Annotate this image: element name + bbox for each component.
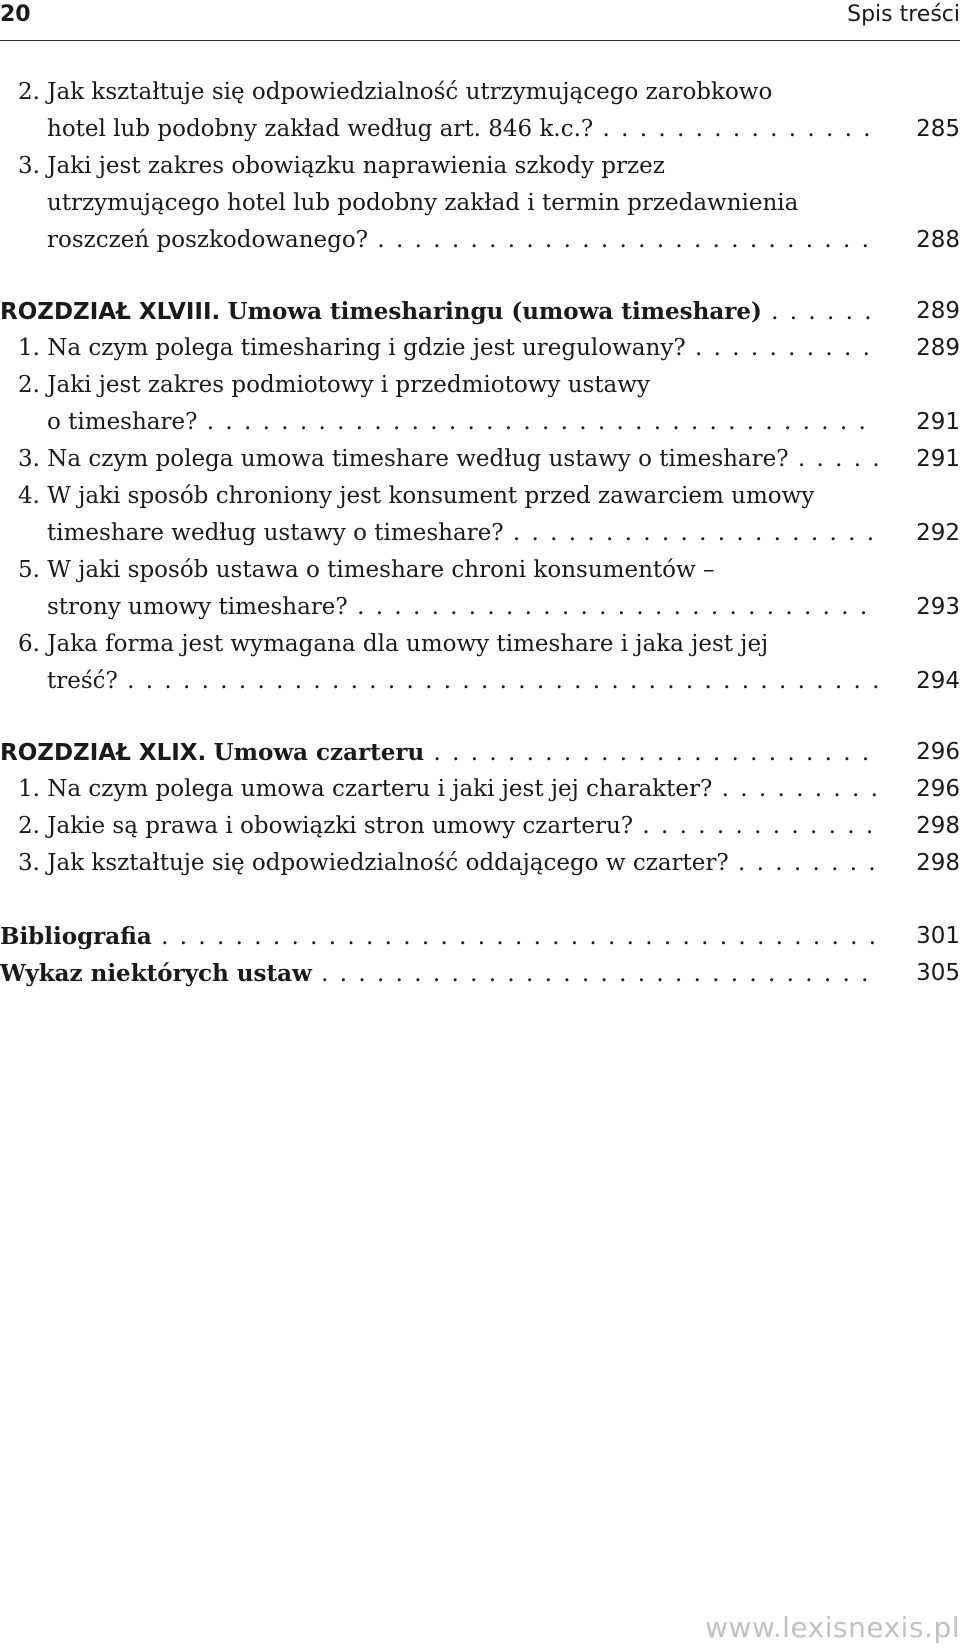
entry-line — [0, 808, 960, 845]
entry-line-text: 3. Jak kształtuje się odpowiedzialność oddającego w czarter? . . . — [18, 845, 878, 882]
chapter-text — [0, 734, 878, 771]
page-ref: 296 — [900, 734, 960, 771]
toc-entry[interactable] — [0, 148, 960, 259]
entry-line: 5. W jaki sposób ustawa o timeshare chroni konsumentów – — [18, 557, 715, 583]
chapter-line — [0, 293, 960, 330]
entry-line: 2. Jak kształtuje się odpowiedzialność utrzymującego zarobkowo — [18, 79, 773, 105]
entry-line — [0, 771, 960, 808]
toc-entry[interactable] — [0, 478, 960, 552]
page-number: 20 — [0, 2, 31, 27]
page-ref: 289 — [900, 330, 960, 367]
page-ref: 289 — [900, 293, 960, 330]
backmatter-title: Bibliografia . . . — [0, 918, 878, 955]
entry-line-text: 1. Na czym polega timesharing i gdzie jest uregulowany? . . . — [18, 330, 878, 367]
page-ref: 291 — [900, 404, 960, 441]
toc-entry[interactable] — [0, 808, 960, 845]
chapter-title: Umowa czarteru — [213, 739, 425, 766]
entry-line-text: hotel lub podobny zakład według art. 846 k.c.? . . . — [47, 111, 878, 148]
entry-line-text: 1. Na czym polega umowa czarteru i jaki jest jej charakter? . . . — [18, 771, 878, 808]
chapter-heading[interactable] — [0, 293, 960, 330]
toc-entry[interactable] — [0, 552, 960, 626]
section-gap — [0, 700, 960, 734]
toc-entry[interactable] — [0, 330, 960, 367]
entry-line-text: roszczeń poszkodowanego? . . . — [47, 222, 878, 259]
table-of-contents — [0, 74, 960, 992]
page-ref: 305 — [900, 955, 960, 992]
chapter-number: ROZDZIAŁ XLVIII. — [0, 299, 221, 325]
entry-line: 3. Jaki jest zakres obowiązku naprawienia szkody przez — [18, 153, 665, 179]
backmatter-entry[interactable] — [0, 955, 960, 992]
entry-line — [0, 111, 960, 148]
chapter-title: Umowa timesharingu (umowa timeshare) — [227, 298, 762, 325]
entry-line — [0, 222, 960, 259]
backmatter-line — [0, 955, 960, 992]
entry-line: 6. Jaka forma jest wymagana dla umowy timeshare i jaka jest jej — [18, 631, 769, 657]
entry-line — [0, 663, 960, 700]
toc-entry[interactable] — [0, 74, 960, 148]
entry-line: utrzymującego hotel lub podobny zakład i termin przedawnienia — [47, 190, 799, 216]
section-gap — [0, 259, 960, 293]
toc-entry[interactable] — [0, 845, 960, 882]
entry-line-text: 3. Na czym polega umowa timeshare według ustawy o timeshare? . . . — [18, 441, 878, 478]
backmatter-title: Wykaz niektórych ustaw . . . — [0, 955, 878, 992]
page-ref: 298 — [900, 845, 960, 882]
entry-line — [0, 589, 960, 626]
entry-line-text: strony umowy timeshare? . . . — [47, 589, 878, 626]
entry-line-text: o timeshare? . . . — [47, 404, 878, 441]
page-ref: 291 — [900, 441, 960, 478]
entry-line — [0, 441, 960, 478]
chapter-number: ROZDZIAŁ XLIX. — [0, 740, 207, 766]
page-ref: 298 — [900, 808, 960, 845]
chapter-heading[interactable] — [0, 734, 960, 771]
entry-line — [0, 404, 960, 441]
toc-entry[interactable] — [0, 441, 960, 478]
entry-line — [0, 330, 960, 367]
page-ref: 294 — [900, 663, 960, 700]
entry-line-text: timeshare według ustawy o timeshare? . . . — [47, 515, 878, 552]
entry-line — [0, 845, 960, 882]
page-ref: 285 — [900, 111, 960, 148]
entry-line-text: treść? . . . — [47, 663, 878, 700]
section-gap — [0, 882, 960, 918]
toc-entry[interactable] — [0, 367, 960, 441]
backmatter-line — [0, 918, 960, 955]
entry-line: 4. W jaki sposób chroniony jest konsument przed zawarciem umowy — [18, 483, 815, 509]
chapter-line — [0, 734, 960, 771]
entry-line-text: 2. Jakie są prawa i obowiązki stron umowy czarteru? . . . — [18, 808, 878, 845]
backmatter-entry[interactable] — [0, 918, 960, 955]
page-header — [0, 0, 960, 41]
page-ref: 288 — [900, 222, 960, 259]
toc-entry[interactable] — [0, 626, 960, 700]
entry-line: 2. Jaki jest zakres podmiotowy i przedmiotowy ustawy — [18, 372, 650, 398]
chapter-text — [0, 293, 878, 330]
running-title: Spis treści — [847, 2, 960, 27]
page-ref: 293 — [900, 589, 960, 626]
publisher-watermark: www.lexisnexis.pl — [705, 1611, 960, 1644]
page-ref: 292 — [900, 515, 960, 552]
entry-line — [0, 515, 960, 552]
page-ref: 296 — [900, 771, 960, 808]
page-ref: 301 — [900, 918, 960, 955]
toc-entry[interactable] — [0, 771, 960, 808]
